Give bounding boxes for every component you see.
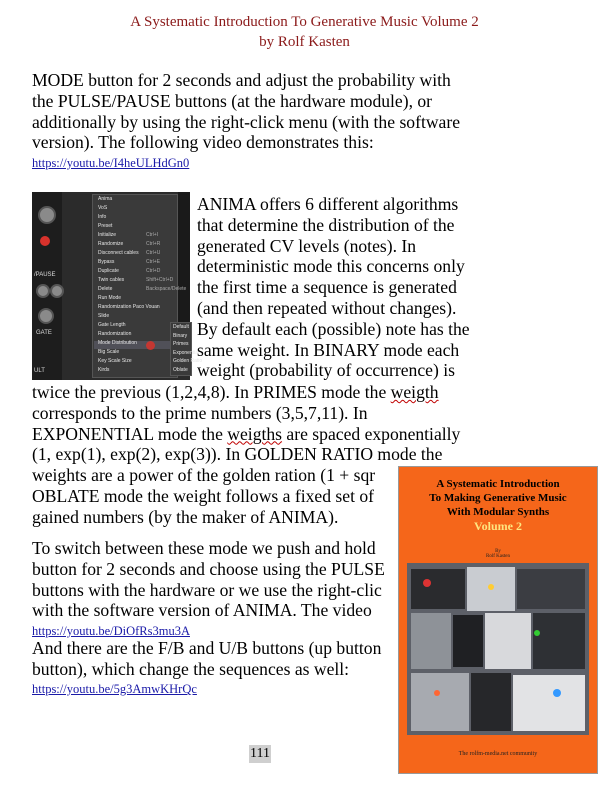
jack-icon bbox=[36, 284, 50, 298]
text-line: (1, exp(1), exp(2), exp(3)). In GOLDEN RATIO mode the bbox=[32, 444, 443, 465]
anima-menu-screenshot bbox=[32, 192, 203, 380]
menu-item[interactable]: Disconnect cables bbox=[98, 250, 139, 256]
text-line: that determine the distribution of the bbox=[197, 214, 455, 235]
submenu-item[interactable]: Exponential bbox=[173, 349, 200, 356]
text-line: additionally by using the right-click menu (with the software bbox=[32, 111, 461, 132]
book-title-header: A Systematic Introduction To Generative Music Volume 2 bbox=[130, 14, 479, 30]
text-line bbox=[32, 382, 460, 403]
menu-item[interactable]: Kirds bbox=[98, 367, 110, 373]
text-line: button for 2 seconds and choose using the PULSE bbox=[32, 558, 385, 579]
menu-shortcut: Shift+Ctrl+D bbox=[146, 277, 174, 283]
menu-shortcut: Ctrl+E bbox=[146, 259, 161, 265]
menu-item[interactable]: Duplicate bbox=[98, 268, 119, 274]
misspelled-word: weigth bbox=[390, 382, 439, 402]
title-line: With Modular Synths bbox=[446, 506, 550, 518]
menu-shortcut: Ctrl+D bbox=[146, 268, 161, 274]
knob-icon bbox=[38, 206, 56, 224]
menu-shortcut: Ctrl+I bbox=[146, 232, 159, 238]
text-line: (and then repeated without changes). bbox=[197, 297, 457, 318]
submenu-item[interactable]: Default bbox=[173, 324, 189, 330]
video-link-1[interactable]: https://youtu.be/I4heULHdGn0 bbox=[32, 156, 190, 170]
submenu-item[interactable]: Primes bbox=[173, 341, 189, 347]
menu-item[interactable]: Initialize bbox=[98, 232, 117, 238]
book-cover-footer: The rolfm-media.net community bbox=[458, 751, 538, 757]
menu-item[interactable]: Randomization bbox=[98, 331, 132, 337]
menu-item[interactable]: Key Scale Size bbox=[98, 358, 132, 364]
text-line bbox=[32, 424, 460, 445]
page-header bbox=[0, 12, 609, 52]
book-cover-title bbox=[399, 477, 597, 533]
book-cover-image bbox=[398, 466, 598, 774]
submenu-item[interactable]: Oblate bbox=[173, 366, 188, 373]
menu-item[interactable]: Run Mode bbox=[98, 295, 122, 301]
text-line: the PULSE/PAUSE buttons (at the hardware module), or bbox=[32, 90, 433, 111]
title-line: A Systematic Introduction bbox=[436, 478, 560, 490]
switch-paragraph bbox=[32, 538, 385, 621]
text-line: And there are the F/B and U/B buttons (up button bbox=[32, 638, 382, 658]
jack-icon bbox=[38, 308, 54, 324]
book-author-header: by Rolf Kasten bbox=[259, 34, 350, 50]
text-line: button), which change the sequences as well: bbox=[32, 658, 350, 679]
text-line: deterministic mode this concerns only bbox=[197, 256, 465, 277]
submenu-item[interactable]: Golden Ratio bbox=[173, 358, 203, 364]
text-line: buttons with the hardware or we use the right-clic bbox=[32, 579, 382, 600]
menu-item[interactable]: Info bbox=[98, 214, 107, 220]
module-label: GATE bbox=[36, 330, 52, 336]
menu-shortcut: Ctrl+R bbox=[146, 241, 161, 247]
module-label: ULT bbox=[34, 368, 45, 374]
menu-item[interactable]: Preset bbox=[98, 223, 113, 229]
menu-shortcut: Ctrl+U bbox=[146, 250, 161, 256]
text-line: MODE button for 2 seconds and adjust the probability with bbox=[32, 70, 451, 90]
synth-rack-illustration bbox=[407, 563, 589, 735]
menu-item[interactable]: Randomize bbox=[98, 241, 124, 247]
menu-item[interactable]: Mode Distribution bbox=[98, 340, 137, 346]
intro-paragraph bbox=[32, 70, 460, 153]
menu-item[interactable]: Slide bbox=[98, 313, 110, 319]
text-line: OBLATE mode the weight follows a fixed set of bbox=[32, 485, 375, 506]
modular-synth-photo bbox=[407, 563, 589, 735]
menu-item[interactable]: Anima bbox=[98, 196, 113, 202]
jack-icon bbox=[50, 284, 64, 298]
page-number: 111 bbox=[250, 746, 270, 761]
text-span: EXPONENTIAL mode the bbox=[32, 423, 228, 444]
cursor-dot-icon bbox=[146, 341, 155, 350]
module-label: /PAUSE bbox=[34, 272, 56, 278]
book-cover-author: By Rolf Kasten bbox=[485, 549, 511, 559]
text-line: weights are a power of the golden ration (1 + sqr bbox=[32, 465, 376, 486]
red-button-icon bbox=[40, 236, 50, 246]
menu-item[interactable]: Bypass bbox=[98, 259, 115, 265]
menu-item[interactable]: VoS bbox=[98, 205, 108, 211]
menu-item[interactable]: Delete bbox=[98, 286, 113, 292]
text-line: same weight. In BINARY mode each bbox=[197, 339, 460, 360]
title-line: To Making Generative Music bbox=[429, 492, 567, 504]
text-line: the first time a sequence is generated bbox=[197, 277, 457, 298]
text-line: generated CV levels (notes). In bbox=[197, 235, 417, 256]
volume-label: Volume 2 bbox=[474, 519, 522, 533]
misspelled-word: weigths bbox=[227, 423, 283, 444]
submenu-item[interactable]: Binary bbox=[173, 332, 188, 339]
rack-rails bbox=[178, 192, 190, 322]
text-line: gained numbers (by the maker of ANIMA). bbox=[32, 506, 339, 527]
text-span: are spaced exponentially bbox=[282, 423, 461, 444]
text-line: corresponds to the prime numbers (3,5,7,11). In bbox=[32, 402, 368, 423]
text-line: version). The following video demonstrates this: bbox=[32, 132, 374, 153]
text-line: By default each (possible) note has the bbox=[197, 318, 470, 339]
text-span: twice the previous (1,2,4,8). In PRIMES mode the bbox=[32, 382, 391, 402]
video-link-2[interactable]: https://youtu.be/DiOfRs3mu3A bbox=[32, 624, 190, 638]
menu-item[interactable]: Big Scale bbox=[98, 349, 120, 355]
text-line: weight (probability of occurrence) is bbox=[197, 360, 455, 381]
menu-item[interactable]: Twin cables bbox=[98, 277, 125, 283]
menu-shortcut: Backspace/Delete bbox=[146, 286, 187, 292]
menu-item[interactable]: Randomization Paco Vouan bbox=[98, 304, 160, 310]
text-line: ANIMA offers 6 different algorithms bbox=[197, 194, 459, 214]
anima-full-text bbox=[32, 382, 460, 528]
fb-paragraph bbox=[32, 638, 381, 680]
text-line: To switch between these mode we push and hold bbox=[32, 538, 376, 558]
video-link-3[interactable]: https://youtu.be/5g3AmwKHrQc bbox=[32, 682, 197, 696]
menu-item[interactable]: Gate Length bbox=[98, 322, 126, 328]
anima-wrapped-text bbox=[197, 194, 470, 381]
text-line: with the software version of ANIMA. The video bbox=[32, 600, 372, 621]
